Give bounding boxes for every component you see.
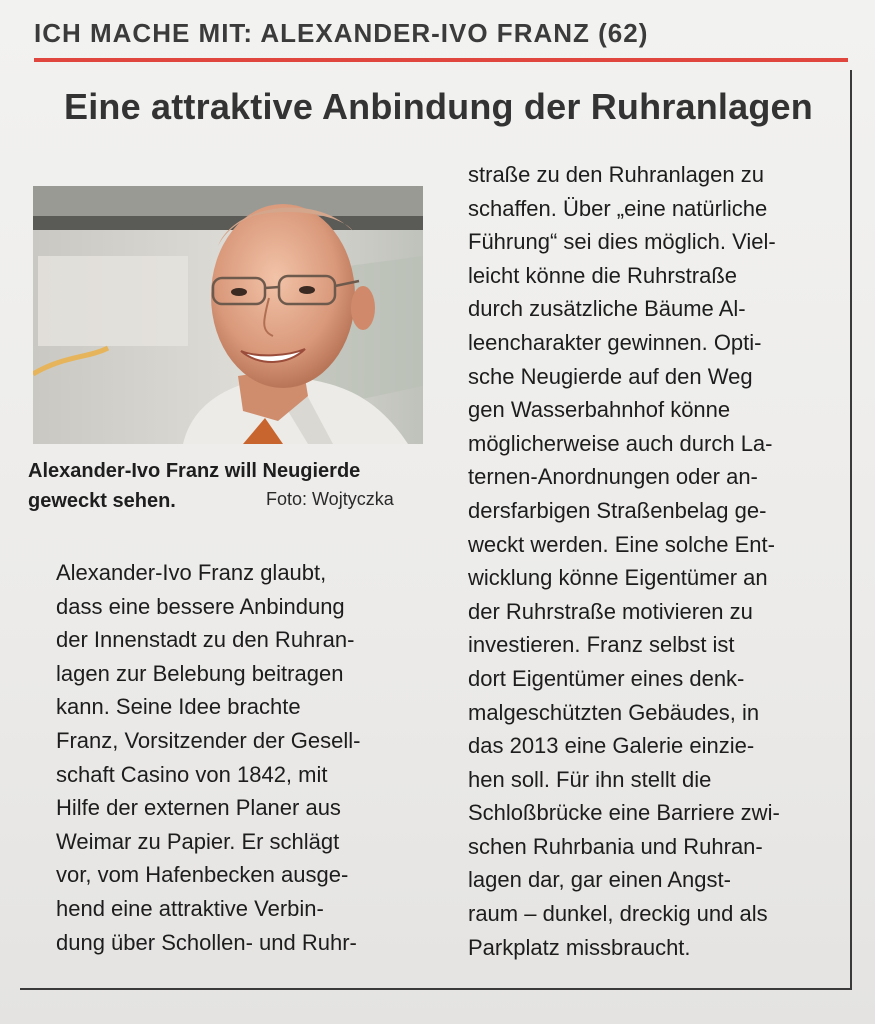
text-line: lagen zur Belebung beitragen <box>56 660 344 686</box>
text-line: Alexander-Ivo Franz glaubt, <box>56 560 327 585</box>
text-line: kann. Seine Idee brachte <box>56 694 301 720</box>
text-line: straße zu den Ruhranlagen zu <box>468 162 764 187</box>
text-line: Hilfe der externen Planer aus <box>56 795 341 821</box>
text-line: vor, vom Hafenbecken ausge- <box>56 862 349 888</box>
text-line: sche Neugierde auf den Weg <box>468 363 753 389</box>
text-line: Führung“ sei dies möglich. Viel- <box>468 229 776 255</box>
kicker-heading: ICH MACHE MIT: ALEXANDER-IVO FRANZ (62) <box>34 18 649 48</box>
text-line: möglicherweise auch durch La- <box>468 430 773 456</box>
text-line: investieren. Franz selbst ist <box>468 632 735 658</box>
photo-credit: Foto: Wojtyczka <box>266 489 394 509</box>
text-line: Franz, Vorsitzender der Gesell- <box>56 727 361 753</box>
text-line: der Innenstadt zu den Ruhran- <box>56 627 355 653</box>
body-column-right <box>468 158 836 964</box>
text-line: hen soll. Für ihn stellt die <box>468 766 712 792</box>
text-line: der Ruhrstraße motivieren zu <box>468 598 753 624</box>
text-line: gen Wasserbahnhof könne <box>468 397 731 423</box>
text-line: schen Ruhrbania und Ruhran- <box>468 833 763 859</box>
text-line: Parkplatz missbraucht. <box>468 934 691 960</box>
portrait-image <box>33 186 423 444</box>
text-line: das 2013 eine Galerie einzie- <box>468 733 755 759</box>
text-line: raum – dunkel, dreckig und als <box>468 901 768 927</box>
caption-line: Alexander-Ivo Franz will Neugierde <box>28 460 361 482</box>
text-line: hend eine attraktive Verbin- <box>56 895 324 921</box>
text-line: schaffen. Über „eine natürliche <box>468 195 768 221</box>
text-line: ternen-Anordnungen oder an- <box>468 464 758 490</box>
portrait-photo <box>33 186 423 444</box>
text-line: dort Eigentümer eines denk- <box>468 665 745 691</box>
text-line: leicht könne die Ruhrstraße <box>468 262 738 288</box>
text-line: durch zusätzliche Bäume Al- <box>468 296 746 322</box>
text-line: malgeschützten Gebäudes, in <box>468 699 760 725</box>
accent-rule <box>34 58 848 62</box>
body-column-left <box>56 556 416 959</box>
text-line: dass eine bessere Anbindung <box>56 593 345 619</box>
article-headline: Eine attraktive Anbindung der Ruhranlagen <box>64 86 813 127</box>
text-line: schaft Casino von 1842, mit <box>56 761 328 787</box>
text-line: Schloßbrücke eine Barriere zwi- <box>468 800 780 826</box>
caption-line: geweckt sehen. <box>28 490 176 512</box>
text-line: Weimar zu Papier. Er schlägt <box>56 828 340 854</box>
text-line: weckt werden. Eine solche Ent- <box>468 531 775 557</box>
text-line: wicklung könne Eigentümer an <box>468 565 768 591</box>
text-line: dung über Schollen- und Ruhr- <box>56 929 357 955</box>
text-line: dersfarbigen Straßenbelag ge- <box>468 497 767 523</box>
text-line: lagen dar, gar einen Angst- <box>468 867 731 893</box>
text-line: leencharakter gewinnen. Opti- <box>468 329 762 355</box>
